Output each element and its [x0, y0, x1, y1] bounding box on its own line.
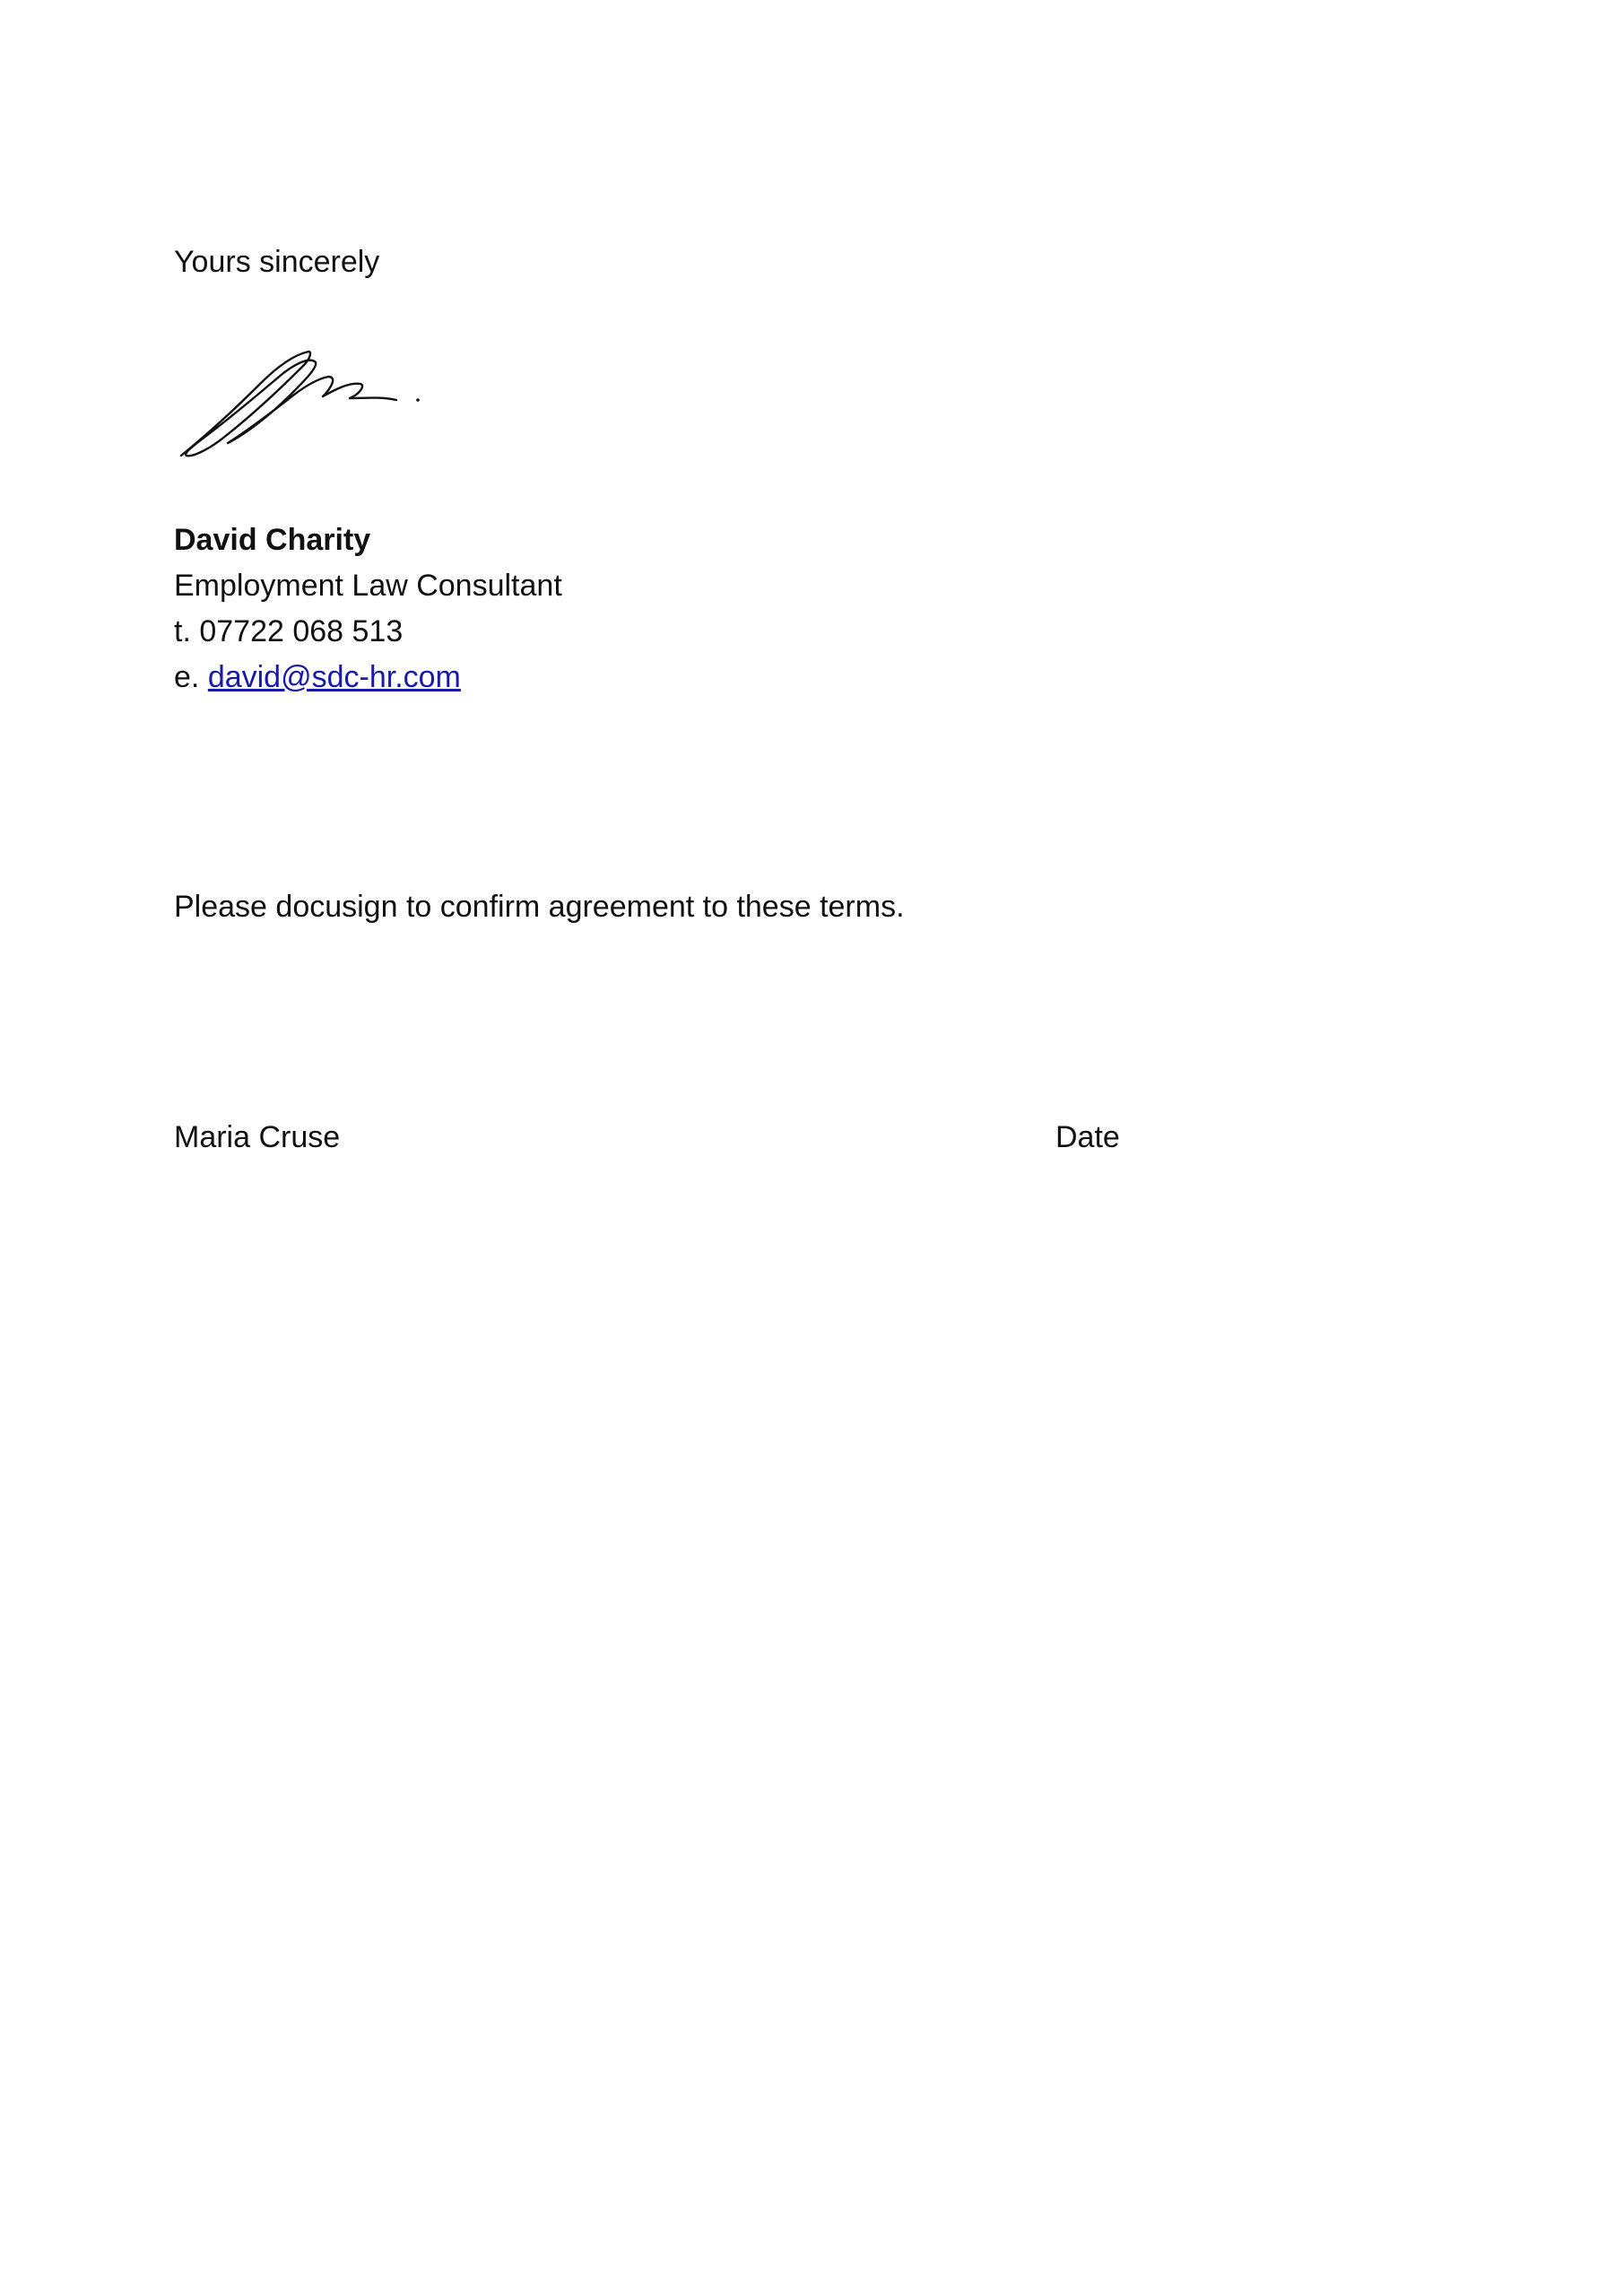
handwritten-signature — [176, 341, 436, 466]
signatory-name: David Charity — [174, 523, 371, 557]
signatory-phone — [174, 613, 403, 650]
phone-prefix: t. — [174, 614, 191, 648]
closing-text: Yours sincerely — [174, 245, 380, 279]
signatory-email — [174, 659, 461, 696]
phone-number: 07722 068 513 — [199, 614, 404, 648]
docusign-instruction: Please docusign to confirm agreement to these terms. — [174, 890, 905, 924]
date-label: Date — [1055, 1120, 1120, 1154]
email-prefix: e. — [174, 660, 200, 694]
signatory-title: Employment Law Consultant — [174, 569, 562, 603]
email-link[interactable]: david@sdc-hr.com — [207, 660, 461, 694]
signer-name: Maria Cruse — [174, 1120, 341, 1154]
